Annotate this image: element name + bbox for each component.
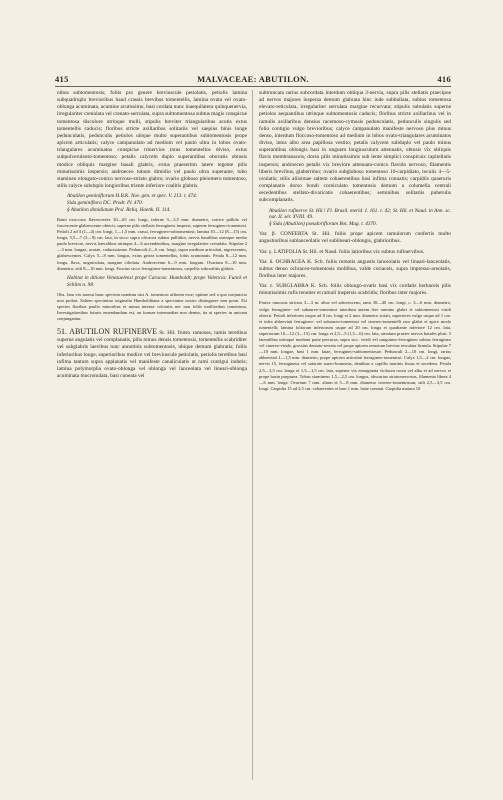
species-description: frutex ramosus, ramis teretibus superne angulatis vel complanatis, pilis minus densis tomentosis, tomentellis scabriditer vel subglabris laevibus tunc annotinis subtomentosis, ubique demum glabratis; foliis inferioribus longe, superioribus modice vel breviuscule petiolatis, petiolis teretibus basi infima tantum supra applanatis vel manifeste canaliculatis ut rami contigui indutis; lamina polymorpha ovato-oblonga vel oblonga vel lanceolata vel lineari-oblonga acuminata mucronulata, basi cuneata vel [57,330,247,379]
citation: § Abutilon dimidiatum Prsl. Reliq. Haenk. II. 114. [67,207,171,213]
species-number: 51. [57,327,67,337]
habitat-note: Habitat in ditione Venezuelensi prope Caracas: Humboldt; prope Valencia: Funck et Schlim n. 98. [67,274,247,288]
description-paragraph: nibus subtomentosis; foliis pro genere breviuscule petiolatis, petiolis lamina subquadruplo brevioribus haud crassis brevibus tomentellis, lamina ovata vel ovato-oblonga acuminata, acumine acutissimo, basi cordata nunc inaequilatera quinquenervia, irregulariter crenulata vel crenato-serrulata, supra subtomentosa subtus magis conspicue tomentosa discolore utrinque molli, stipulis breviter triangularibus acutis extus tomentellis caducis; floribus stricte axillaribus solitariis vel saepius binis longe pedunculatis, pedunculis petiolos ubique multo superantibus subtomentosis prope apicem articulatis; calyce campanulato ad medium vel paulo ultra in lobos ovato-triangulares acuminatos conspicue trinervios intus tomentellos diviso, extus subpulverulento-tomentoso; petalis calycem duplo superantibus obovatis obtusis modice obliquis margine basali glabris, extus praesertim latere tegente pilis minutissimis inspersis; androeceo tubum dimidio vel paulo ultra superante, tubo stamineo elongato-conico nervoso-striato glabro; ovario globoso pleiomero tomentoso, stilis calyce subduplo longioribus triente inferiore coalitis glabris. [57,90,247,190]
column-divider [252,90,253,780]
variety-epsilon: Var. ε. SUBGLABRA K. Sch. foliis oblongo-ovatis basi vix cordatis herbaceis pilis minutissimis rufis tenuiter et ramuli inspersis scabridis; floribus inter majores. [259,283,451,297]
description-paragraph: subtruncata rarius subcordata interdum obliqua 3-nervia, supra pilis stellatis praecipue ad nervos majores inspersa demum glabrata hinc inde subbullata, subtus tomentosa elevato-reticulata, irregulariter serrulata margine recurvata; stipulis subulatis superne petiolos aequantibus utrinque subtomentosis caducis; floribus stricte axillaribus vel in ramulis axillaribus densius racemoso-cymosis pedunculatis, pedunculis singulis sed folio contigio vulgo brevioribus; calyce campanulato manifeste nervoso plus minus denso, interdum floccoso-tomentoso ad medium in lobos ovato-triangulares acuminatos diviso, intus albo area papillosa vestito; petalis calycem subduplo vel paulo minus superantibus oblongis basi in unguem longiusculum attenuatis, obtusis vix obliquis flavis membranaceis, dorso pilis minutissimis sub lente simplici conspicuis capitellatis inspersis; androeceo petalis vix breviore attenuato-conico flavido nervoso, filamentis liberis brevibus, glaberrimo; ovario subgloboso tomentoso 10-carpidiato, loculis 4—5-ovulatis; stilis aliisimae saltem cohaerentibus basi infima connatis; carpidiis quaeruris complanatis dorso bondi corniculato tomentosis demum a columella centrali secedentibus stellato-divaricatis cohaerentibus; seminibus solitariis puberulis subcomplanatis. [259,90,451,204]
citation: Sida geminiflora DC. Prodr. IV. 470. [67,200,143,207]
species-name: ABUTILON RUFINERVE [69,327,158,337]
header-rule [55,86,451,87]
variety-delta: Var. δ. OCHRACEA K. Sch. foliis remotis angustis lanceolatis vel lineari-lanceolatis, subtus denso ochraceo-tomentosis mollibus, valde coriaceis, supra impresso-areolatis, floribus inter majores. [259,258,451,279]
detail-paragraph: Rami exsiccato flavescentes 30—65 cm. longi, inferne 3—3,5 mm. diametro, cortice pallido vel fuscescente glabrescente obtecti, superne pilis stellatis ferrugineis inspersi, superne ferrugineo-tomentosi. Petioli 2 ad 3 (1—4) cm. longi, 1—1,5 mm. crassi, ferrugineo-subtomentosi; lamina 10—12 (8—15) cm. longa, 5,5—7 (3—9) cm. lata, in sicco supra olivacea subtus pallidior, nervis basalibus utrinque medio paulo breviore, nervis lateralibus utrinque 4—6 ascendentibus, margine irregulariter crenulata. Stipulae 2—3 mm. longae, acutae, caducissimae. Pedunculi 4—6 cm. longi, supra medium articulati, nigrescentes, glabrescentes. Calyx 5—8 mm. longus, extus grisea tomentellus, lobis acuminatis. Petala 8—12 mm. longa, flava, unguiculata, margine ciliolata. Androeceum 6—9 mm. longum. Ovarium 8—10 mm. diametro; stili 8—10 mm. longi. Fructus sicco ferrugineo-tomentosus, carpellis subcoalitis glabris. [57,216,247,271]
page-number-right: 416 [437,74,451,84]
running-header [55,74,451,86]
species-entry [57,328,247,380]
left-column [57,90,247,780]
observation-note: Obs. Jam vix monui hanc speciem nondum nisi A. tomentosi affinem esse; optime sed a qua conjunctio non probat. Saltem specimina originalia Humboldtiana a specimine nostro distinguere non potui. Est species floribus paullo minoribus et minus intense coloratis nec non foliis mollioribus tomentosa. Investigationibus futuris emendandum est, an formae intermediae non dentur, ita ut species in unicam conjungantur. [57,291,247,321]
citation: Abutilon rufinerve St. Hil.! Fl. Brasil. merid. I. 161. t. 42; St. Hil. et Naud. in Ann. sc. nat. II. sér. XVIII. 49. [269,207,451,221]
species-author: St. Hil. [159,330,176,337]
variety-beta: Var. β. CONFERTA St. Hil. foliis prope apicem ramulorum confertis molto angustioribus sublanceolatis vel sublineari-oblongis, glabrioribus. [259,231,451,245]
variety-gamma: Var. γ. LATIFOLIA St. Hil. et Naud. foliis latioribus vix subtus rufinervibus. [259,248,425,255]
right-column [259,90,451,780]
citation: § Sida (Abutilon) pseudoriflorum Bot. Mag. t. 4370. [269,221,377,228]
page-number-left: 415 [55,74,69,84]
running-title: MALVACEAE: ABUTILON. [197,74,309,84]
citation: Abutilon geminiflorum H.B.K. Nov. gen. et spec. V. 213. t. 474. [67,193,198,200]
detail-paragraph: Frutex ramosus strictus 3—3 m. altus vel arborescens; rami 30—40 cm. longi, c. 3—6 mm. diametro, vulgo ferrugineo- vel subaureo-tomentosi interdum autem fere omnino glabri et subtomentosi viridi obtecti. Petioli inferiores usque ad 8 cm. longi et 2 mm. diametro striati, superiores vulgo usque ad 1 cm. et infra abbreviati ferrugineo- vel subaureo-tomentosi vel cinereo-tomentelli raro glabri et apice modo tomentelli; lamina foliorum inferiorum usque ad 20 cm. longa et quadrante inferiore 12 cm. lata, superiorum 10—12 (3—15) cm. longa et 2,5—5 (1,5—6) cm. lata, omnium praeter nervos basales pluri. 5 lateralibus utrinque mediani parte percursa, supra sicc. viridi vel sanguineo-ferrugineo subtus ferrugineo vel cinereo-viride, grossius dentato-serrata vel prope apicem remotum brevius serrulata firmula. Stipulae 7—10 mm. longae, basi 1 mm. latae, ferrugineo-subtomentosae. Pedunculi 2—10 cm. longi, rarius abbreviati 1—1,5 mm. diametro, prope apicem articulati ferrugineo-tomentosi. Calyx 1,5—2 cm. longus, nervis 15, ferrugineus vel saturate aureo-brunneus, dentibus a capillis marinis fissus et secedens. Petala 2,5—3,5 cm. longa et 1,5—1,5 cm. lata, superne vix emarginata violacea rosea vel alba et ad nervos et prope basin purpurea. Tubus stamineus 1,5—2,5 cm. longus, obscurius striatonervosus, filamenta libera 4—6 mm. longa. Ovarium 7 mm. altum et 5—8 mm. diametro cinereo-tomentosum; stili 2,5—3,5 cm. longi. Carpidia 15 ad 2,5 cm. cohaerentes et basi 1 mm. latae connati. Carpidia matura 10 [259,300,451,391]
